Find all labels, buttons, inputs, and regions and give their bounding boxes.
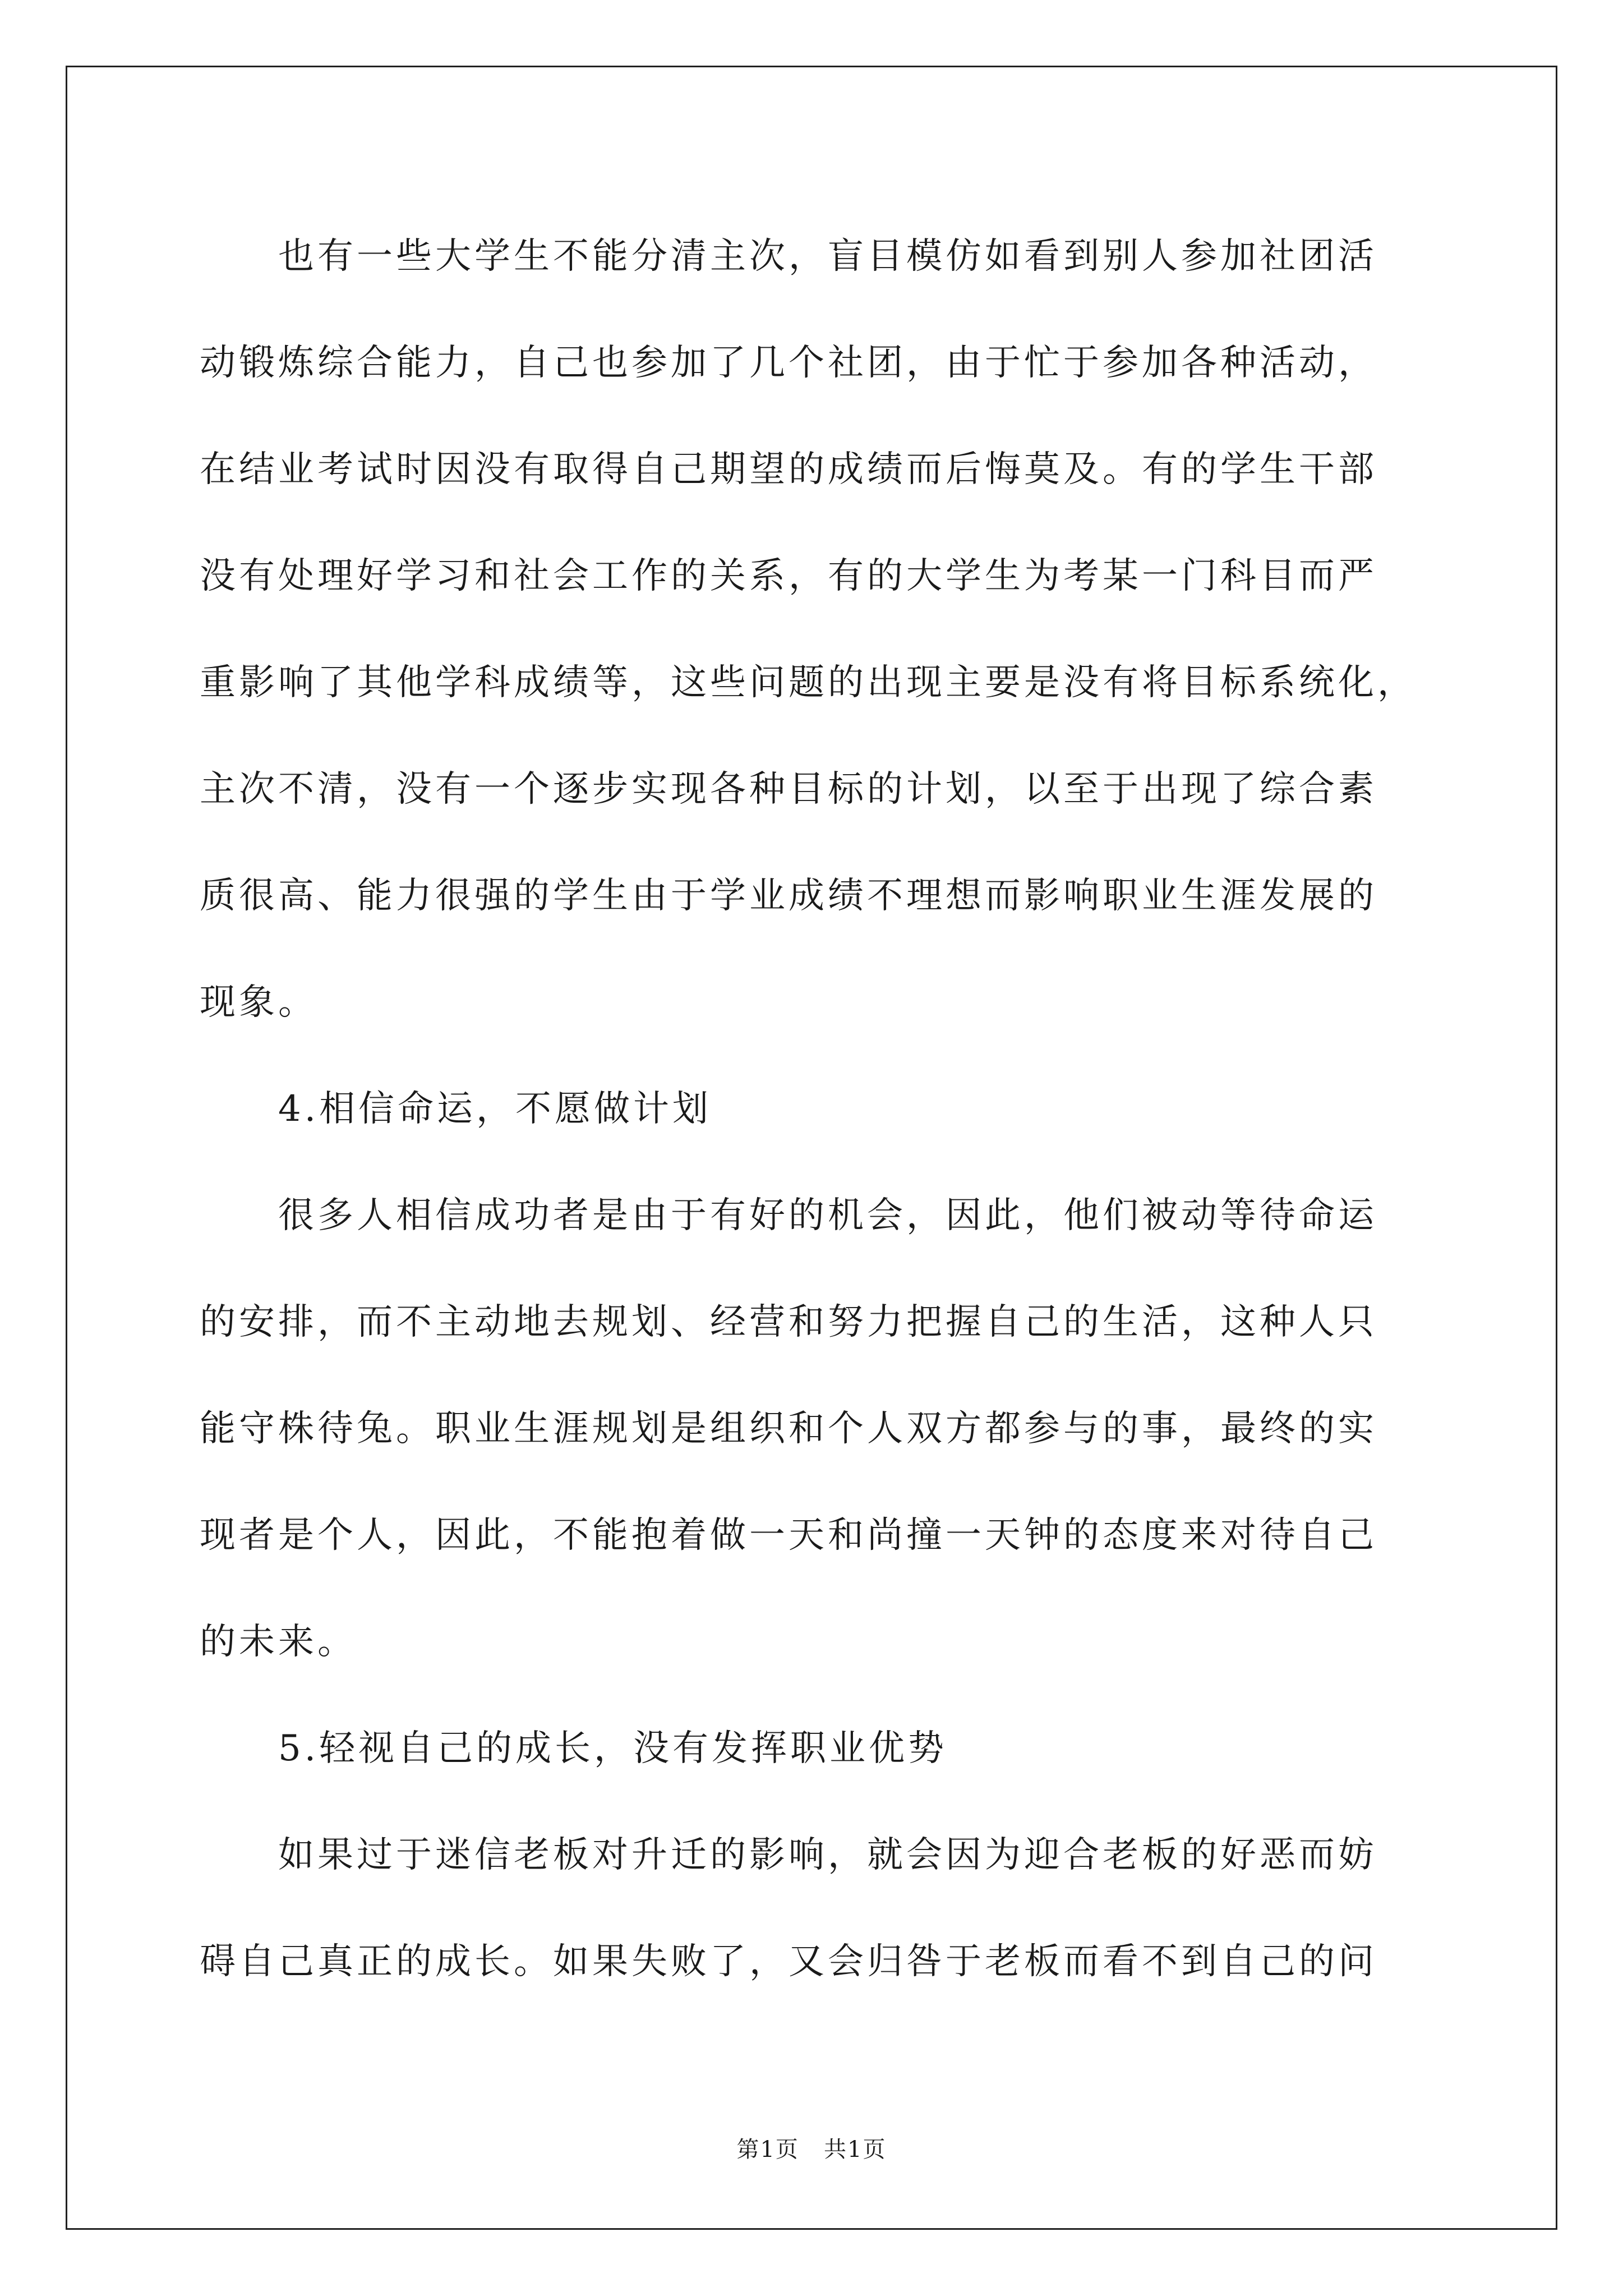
text-line: 现象。 bbox=[200, 982, 317, 1023]
document-body bbox=[200, 203, 1433, 2015]
text-line: 能守株待兔。职业生涯规划是组织和个人双方都参与的事，最终的实 bbox=[200, 1408, 1377, 1450]
text-line: 很多人相信成功者是由于有好的机会，因此，他们被动等待命运 bbox=[278, 1195, 1377, 1236]
text-line: 动锻炼综合能力，自己也参加了几个社团，由于忙于参加各种活动， bbox=[200, 342, 1377, 384]
text-line: 没有处理好学习和社会工作的关系，有的大学生为考某一门科目而严 bbox=[200, 555, 1377, 597]
page-footer: 第1页 共1页 bbox=[736, 2137, 887, 2162]
text-line: 的未来。 bbox=[200, 1621, 357, 1663]
section-heading: 4.相信命运，不愿做计划 bbox=[278, 1088, 712, 1130]
text-line: 也有一些大学生不能分清主次，盲目模仿如看到别人参加社团活 bbox=[278, 236, 1377, 277]
text-line: 主次不清，没有一个逐步实现各种目标的计划，以至于出现了综合素 bbox=[200, 769, 1377, 810]
text-line: 现者是个人，因此，不能抱着做一天和尚撞一天钟的态度来对待自己 bbox=[200, 1515, 1377, 1556]
text-line: 碍自己真正的成长。如果失败了，又会归咎于老板而看不到自己的问 bbox=[200, 1941, 1377, 1982]
text-line: 的安排，而不主动地去规划、经营和努力把握自己的生活，这种人只 bbox=[200, 1301, 1377, 1343]
section-heading: 5.轻视自己的成长，没有发挥职业优势 bbox=[278, 1728, 948, 1769]
text-line: 重影响了其他学科成绩等，这些问题的出现主要是没有将目标系统化， bbox=[200, 662, 1417, 703]
text-line: 质很高、能力很强的学生由于学业成绩不理想而影响职业生涯发展的 bbox=[200, 875, 1377, 917]
text-line: 在结业考试时因没有取得自己期望的成绩而后悔莫及。有的学生干部 bbox=[200, 449, 1377, 490]
text-line: 如果过于迷信老板对升迁的影响，就会因为迎合老板的好恶而妨 bbox=[278, 1834, 1377, 1876]
